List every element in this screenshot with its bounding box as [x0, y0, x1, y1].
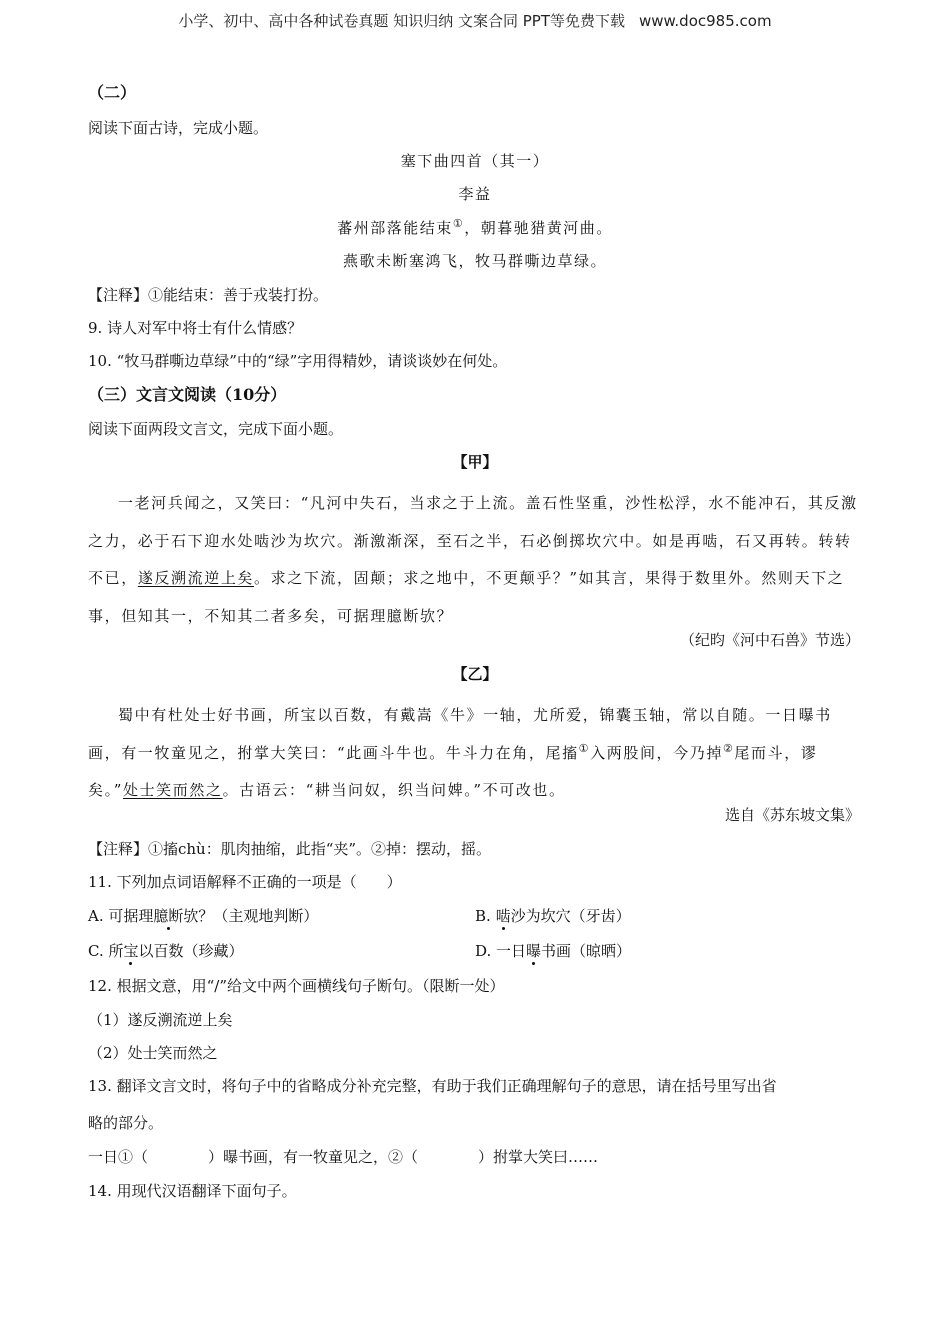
option-a-suffix: 欤？（主观地判断） [183, 907, 319, 925]
option-c-prefix: C. 所 [88, 942, 124, 960]
section3-intro: 阅读下面两段文言文，完成下面小题。 [88, 420, 344, 438]
q11-option-a [88, 906, 318, 926]
yi-text-4: 。古语云：“耕当问奴，织当问婢。”不可改也。 [222, 781, 566, 799]
q11-option-d [475, 941, 631, 961]
header-text: 小学、初中、高中各种试卷真题 知识归纳 文案合同 PPT等免费下载 [178, 12, 625, 30]
yi-passage [88, 697, 860, 810]
option-a-prefix: A. 可据理 [88, 907, 154, 925]
q12-item-2: （2）处士笑而然之 [88, 1044, 218, 1062]
yi-note-mark-2: ② [722, 741, 735, 755]
poem-note-mark: ① [452, 217, 465, 230]
option-d-suffix: 书画（晾晒） [541, 942, 632, 960]
section2-title: （二） [88, 83, 137, 102]
q11-option-c [88, 941, 244, 961]
q11-option-b [475, 906, 631, 926]
option-c-suffix: 以百数（珍藏） [138, 942, 244, 960]
option-d-dotted: 曝 [526, 942, 542, 960]
yi-note-mark-1: ① [578, 741, 591, 755]
question-10: 10. “牧马群嘶边草绿”中的“绿”字用得精妙，请谈谈妙在何处。 [88, 352, 508, 370]
question-13-blanks: 一日①（ ）曝书画，有一牧童见之，②（ ）拊掌大笑曰…… [88, 1148, 599, 1166]
section3-title: （三）文言文阅读（10分） [88, 385, 287, 404]
header-url[interactable]: www.doc985.com [638, 12, 772, 30]
section2-intro: 阅读下面古诗，完成小题。 [88, 119, 269, 137]
yi-label: 【乙】 [452, 665, 498, 683]
option-d-prefix: D. 一日 [475, 942, 527, 960]
question-11: 11. 下列加点词语解释不正确的一项是（ ） [88, 873, 402, 891]
question-13: 13. 翻译文言文时，将句子中的省略成分补充完整，有助于我们正确理解句子的意思，请在括号里写出省 [88, 1077, 777, 1095]
jia-passage [88, 485, 860, 635]
jia-source: （纪昀《河中石兽》节选） [679, 631, 860, 649]
yi-underlined-sentence: 处士笑而然之 [122, 781, 223, 799]
yi-text-2: 入两股间，今乃掉 [590, 743, 723, 762]
poem-annotation: 【注释】①能结束：善于戎装打扮。 [88, 286, 329, 304]
poem-title: 塞下曲四首（其一） [400, 152, 550, 170]
jia-underlined-sentence: 遂反溯流逆上矣 [137, 569, 255, 587]
question-14: 14. 用现代汉语翻译下面句子。 [88, 1182, 297, 1200]
poem-line-2: 燕歌未断塞鸿飞，牧马群嘶边草绿。 [342, 252, 607, 270]
option-b-suffix: 沙为坎穴（牙齿） [510, 907, 631, 925]
option-b-dotted: 啮 [495, 907, 511, 925]
poem-line-1b: ，朝暮驰猎黄河曲。 [464, 219, 613, 237]
yi-text-1: 蜀中有杜处士好书画，所宝以百数，有戴嵩《牛》一轴，尤所爱，锦囊玉轴，常以自随。一日曝书画，有一牧童见之，拊掌大笑曰：“此画斗牛也。牛斗力在角，尾搐 [88, 706, 832, 762]
question-9: 9. 诗人对军中将士有什么情感？ [88, 319, 303, 337]
question-12: 12. 根据文意，用“/”给文中两个画横线句子断句。（限断一处） [88, 977, 505, 995]
jia-label: 【甲】 [452, 453, 498, 471]
option-a-dotted: 臆断 [153, 907, 184, 925]
poem-line-1a: 蕃州部落能结束 [337, 219, 453, 237]
poem-line-1 [0, 218, 950, 238]
yi-annotation: 【注释】①搐chù：肌肉抽缩，此指“夹”。②掉：摆动，摇。 [88, 840, 492, 858]
yi-text-3: 尾而斗，谬矣。” [88, 743, 818, 799]
page-header [0, 11, 950, 31]
jia-text-2: 。求之下流，固颠；求之地中，不更颠乎？”如其言，果得于数里外。然则天下之事，但知其一，不知其二者多矣，可据理臆断欤？ [88, 569, 845, 625]
option-c-dotted: 宝 [123, 942, 139, 960]
q12-item-1: （1）遂反溯流逆上矣 [88, 1011, 233, 1029]
question-13-cont: 略的部分。 [88, 1114, 164, 1132]
option-b-prefix: B. [475, 907, 496, 925]
yi-source: 选自《苏东坡文集》 [724, 806, 860, 824]
jia-text-1: 一老河兵闻之，又笑曰：“凡河中失石，当求之于上流。盖石性坚重，沙性松浮，水不能冲石，其反激之力，必于石下迎水处啮沙为坎穴。渐激渐深，至石之半，石必倒掷坎穴中。如是再啮，石又再转。转转不已， [88, 494, 858, 587]
poem-author: 李益 [458, 185, 492, 203]
